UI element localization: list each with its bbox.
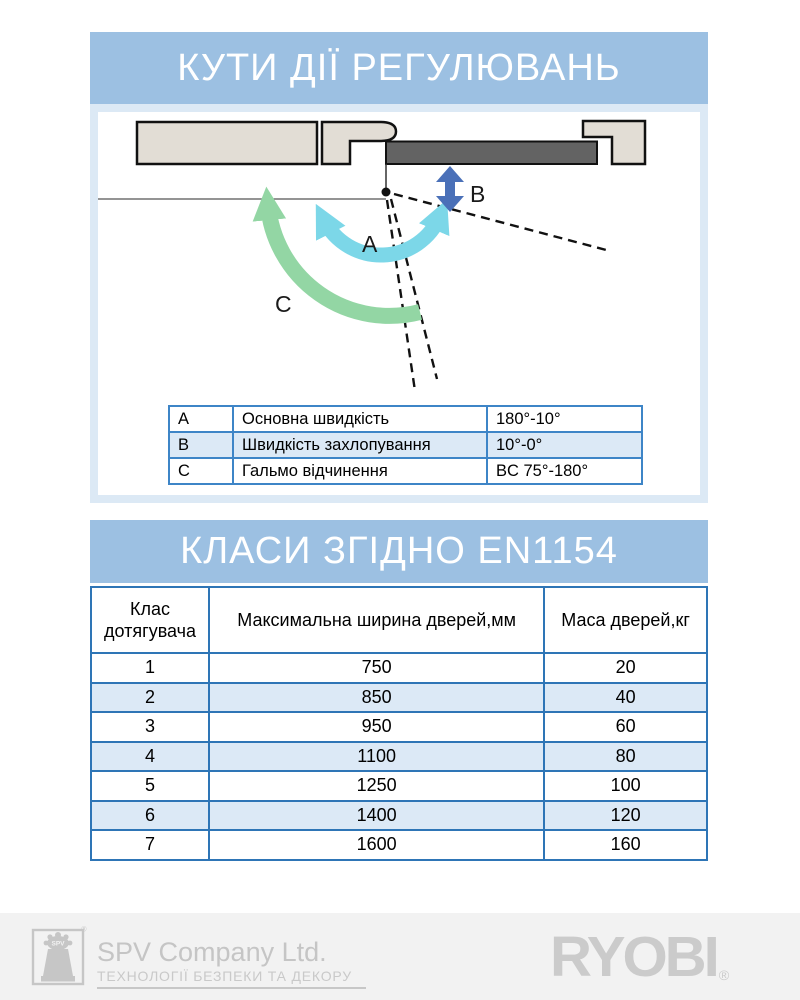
cell-width: 850 [209, 683, 544, 713]
spv-logo-block [30, 925, 366, 989]
en1154-classes-table [90, 586, 708, 861]
cell-label: Гальмо відчинення [233, 458, 487, 484]
door-leaf [386, 142, 597, 165]
section1-title-bar [90, 32, 708, 104]
spv-text-block [97, 925, 366, 989]
section2-title-bar [90, 520, 708, 583]
table-row [91, 742, 707, 772]
ryobi-logo [550, 925, 730, 989]
cell-value: BC 75°-180° [487, 458, 642, 484]
cell-key: A [169, 406, 233, 432]
cell-key: C [169, 458, 233, 484]
adjustments-legend-table [168, 405, 643, 485]
pivot-dot [382, 188, 391, 197]
section2-title: КЛАСИ ЗГІДНО EN1154 [180, 530, 618, 572]
table-row [91, 683, 707, 713]
cell-label: Основна швидкість [233, 406, 487, 432]
cell-mass: 60 [544, 712, 707, 742]
table-row [169, 458, 642, 484]
table-row [91, 712, 707, 742]
cell-width: 1250 [209, 771, 544, 801]
cell-width: 1100 [209, 742, 544, 772]
spv-tagline: ТЕХНОЛОГІЇ БЕЗПЕКИ ТА ДЕКОРУ [97, 966, 366, 989]
header-max-width: Максимальна ширина дверей,мм [209, 587, 544, 653]
spv-company-name: SPV Company Ltd. [97, 937, 327, 967]
header-class: Клас дотягувача [91, 587, 209, 653]
cell-class: 6 [91, 801, 209, 831]
arrow-a-main-speed [324, 216, 440, 255]
cell-key: B [169, 432, 233, 458]
table-row [169, 406, 642, 432]
section1-title: КУТИ ДІЇ РЕГУЛЮВАНЬ [177, 46, 621, 89]
spv-emblem-icon [30, 925, 88, 987]
label-c: C [275, 291, 292, 317]
cell-class: 4 [91, 742, 209, 772]
spv-reg-mark: ® [81, 926, 87, 934]
cell-mass: 120 [544, 801, 707, 831]
cell-label: Швидкість захлопування [233, 432, 487, 458]
cell-class: 3 [91, 712, 209, 742]
cell-class: 2 [91, 683, 209, 713]
door-position-dashed-lines [387, 194, 610, 391]
table-row [91, 801, 707, 831]
cell-width: 750 [209, 653, 544, 683]
table-row [91, 830, 707, 860]
cell-mass: 100 [544, 771, 707, 801]
cell-mass: 40 [544, 683, 707, 713]
table-row [169, 432, 642, 458]
table-row [91, 771, 707, 801]
spv-emblem-text: SPV [51, 940, 65, 948]
ryobi-wordmark: RYOBI [550, 925, 717, 989]
label-b: B [470, 181, 486, 207]
cell-class: 5 [91, 771, 209, 801]
ryobi-reg-mark: ® [718, 967, 730, 983]
cell-width: 1400 [209, 801, 544, 831]
table-header-row [91, 587, 707, 653]
cell-value: 180°-10° [487, 406, 642, 432]
wall-section-left [137, 122, 317, 164]
footer [0, 913, 800, 1000]
table-row [91, 653, 707, 683]
cell-class: 7 [91, 830, 209, 860]
cell-mass: 80 [544, 742, 707, 772]
cell-value: 10°-0° [487, 432, 642, 458]
cell-class: 1 [91, 653, 209, 683]
label-a: A [362, 231, 378, 257]
cell-mass: 160 [544, 830, 707, 860]
frame-jamb-hinge [322, 122, 396, 164]
cell-width: 1600 [209, 830, 544, 860]
cell-mass: 20 [544, 653, 707, 683]
cell-width: 950 [209, 712, 544, 742]
header-mass: Маса дверей,кг [544, 587, 707, 653]
